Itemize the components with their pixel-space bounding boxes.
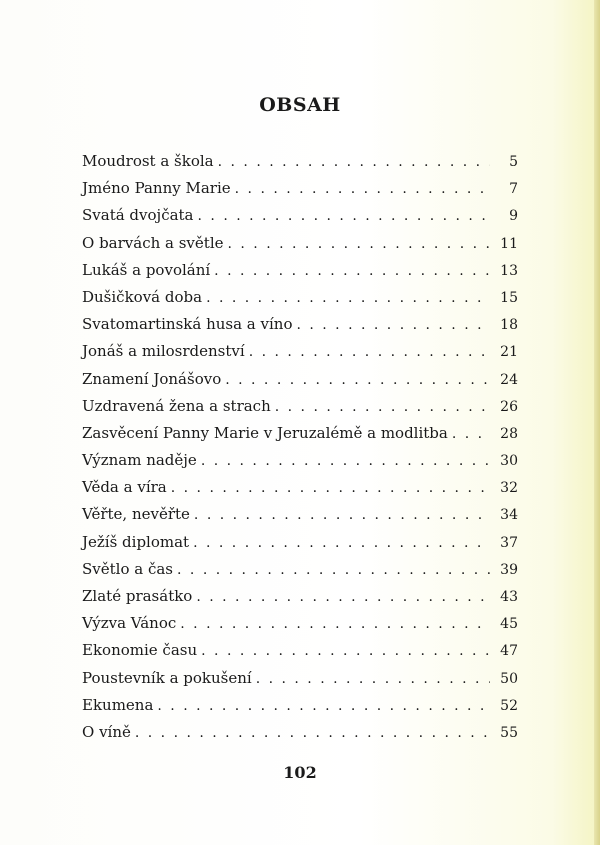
toc-entry bbox=[82, 447, 518, 474]
toc-entry bbox=[82, 257, 518, 284]
toc-entry-title: O barvách a světle bbox=[82, 233, 224, 252]
toc-entry bbox=[82, 692, 518, 719]
toc-entry bbox=[82, 311, 518, 338]
toc-entry-title: Znamení Jonášovo bbox=[82, 369, 222, 388]
toc-entry-title: Jméno Panny Marie bbox=[82, 179, 231, 198]
toc-entry-title: O víně bbox=[82, 722, 131, 741]
toc-entry-page: 26 bbox=[500, 398, 518, 415]
toc-entry-page: 24 bbox=[500, 371, 518, 388]
toc-entry-title: Svatomartinská husa a víno bbox=[82, 315, 293, 334]
toc-entry-title: Zlaté prasátko bbox=[82, 587, 193, 605]
toc-leader-dots bbox=[201, 448, 490, 475]
toc-entry-title: Zasvěcení Panny Marie v Jeruzalémě a modlitba bbox=[82, 423, 448, 442]
toc-leader-dots bbox=[196, 584, 490, 611]
toc-leader-dots bbox=[228, 231, 491, 258]
toc-leader-dots bbox=[201, 638, 490, 665]
toc-entry-page: 55 bbox=[500, 724, 518, 741]
toc-entry bbox=[82, 719, 518, 746]
toc-entry bbox=[82, 529, 518, 556]
toc-leader-dots bbox=[177, 557, 490, 584]
toc-entry-title: Poustevník a pokušení bbox=[82, 668, 252, 687]
toc-entry-title: Ekumena bbox=[82, 695, 154, 714]
toc-entry bbox=[82, 665, 518, 692]
toc-entry bbox=[82, 474, 518, 501]
toc-entry bbox=[82, 366, 518, 393]
toc-leader-dots bbox=[198, 203, 490, 230]
toc-entry-page: 37 bbox=[500, 534, 518, 551]
toc-leader-dots bbox=[157, 693, 490, 720]
toc-entry bbox=[82, 175, 518, 202]
toc-entry-title: Svatá dvojčata bbox=[82, 206, 194, 225]
toc-entry-title: Moudrost a škola bbox=[82, 152, 214, 170]
toc-entry-title: Dušičková doba bbox=[82, 287, 203, 306]
toc-entry-title: Jonáš a milosrdenství bbox=[82, 342, 245, 361]
toc-entry-page: 52 bbox=[500, 697, 518, 714]
toc-entry-page: 34 bbox=[500, 507, 518, 524]
toc-leader-dots bbox=[214, 258, 490, 285]
toc-entry-page: 32 bbox=[500, 480, 518, 497]
toc-entry-page: 47 bbox=[500, 643, 518, 660]
toc-entry-page: 13 bbox=[500, 262, 518, 279]
table-of-contents bbox=[82, 148, 518, 746]
toc-entry-page: 11 bbox=[500, 235, 518, 252]
toc-entry-title: Věda a víra bbox=[82, 478, 167, 497]
toc-entry-page: 5 bbox=[509, 154, 518, 170]
toc-entry-title: Věřte, nevěřte bbox=[82, 505, 190, 524]
toc-leader-dots bbox=[256, 666, 490, 693]
toc-entry bbox=[82, 556, 518, 583]
toc-entry-page: 50 bbox=[500, 670, 518, 687]
toc-entry-page: 21 bbox=[500, 344, 518, 361]
toc-entry bbox=[82, 393, 518, 420]
toc-leader-dots bbox=[275, 394, 490, 421]
toc-entry bbox=[82, 284, 518, 311]
toc-entry bbox=[82, 148, 518, 175]
toc-entry bbox=[82, 583, 518, 610]
toc-entry bbox=[82, 420, 518, 447]
scan-edge bbox=[594, 0, 600, 845]
toc-entry-page: 18 bbox=[500, 317, 518, 334]
toc-leader-dots bbox=[193, 530, 490, 557]
toc-entry-page: 43 bbox=[500, 589, 518, 605]
toc-leader-dots bbox=[225, 367, 490, 394]
toc-entry bbox=[82, 501, 518, 528]
toc-entry-page: 30 bbox=[500, 453, 518, 470]
toc-entry-page: 7 bbox=[509, 181, 518, 198]
toc-entry-title: Světlo a čas bbox=[82, 559, 174, 578]
toc-entry-page: 15 bbox=[500, 289, 518, 306]
toc-entry-page: 28 bbox=[500, 425, 518, 442]
toc-leader-dots bbox=[452, 421, 490, 448]
toc-leader-dots bbox=[235, 176, 490, 203]
toc-entry bbox=[82, 338, 518, 365]
toc-leader-dots bbox=[194, 502, 490, 529]
toc-leader-dots bbox=[135, 720, 490, 747]
toc-entry bbox=[82, 610, 518, 637]
toc-leader-dots bbox=[171, 475, 490, 502]
toc-leader-dots bbox=[249, 339, 490, 366]
toc-entry-title: Výzva Vánoc bbox=[82, 614, 177, 633]
toc-leader-dots bbox=[218, 149, 490, 176]
page-number: 102 bbox=[283, 763, 317, 782]
toc-entry-title: Ježíš diplomat bbox=[82, 532, 190, 551]
toc-entry-page: 39 bbox=[500, 561, 518, 578]
page-title: OBSAH bbox=[259, 94, 341, 116]
toc-leader-dots bbox=[206, 285, 490, 312]
toc-entry-page: 9 bbox=[509, 208, 518, 225]
toc-entry-title: Lukáš a povolání bbox=[82, 260, 211, 279]
toc-entry-title: Význam naděje bbox=[82, 451, 197, 470]
toc-entry bbox=[82, 230, 518, 257]
toc-entry bbox=[82, 637, 518, 664]
toc-entry bbox=[82, 202, 518, 229]
toc-leader-dots bbox=[296, 312, 490, 339]
toc-entry-title: Ekonomie času bbox=[82, 641, 198, 660]
toc-entry-page: 45 bbox=[500, 616, 518, 633]
toc-entry-title: Uzdravená žena a strach bbox=[82, 396, 271, 415]
toc-leader-dots bbox=[180, 611, 490, 638]
